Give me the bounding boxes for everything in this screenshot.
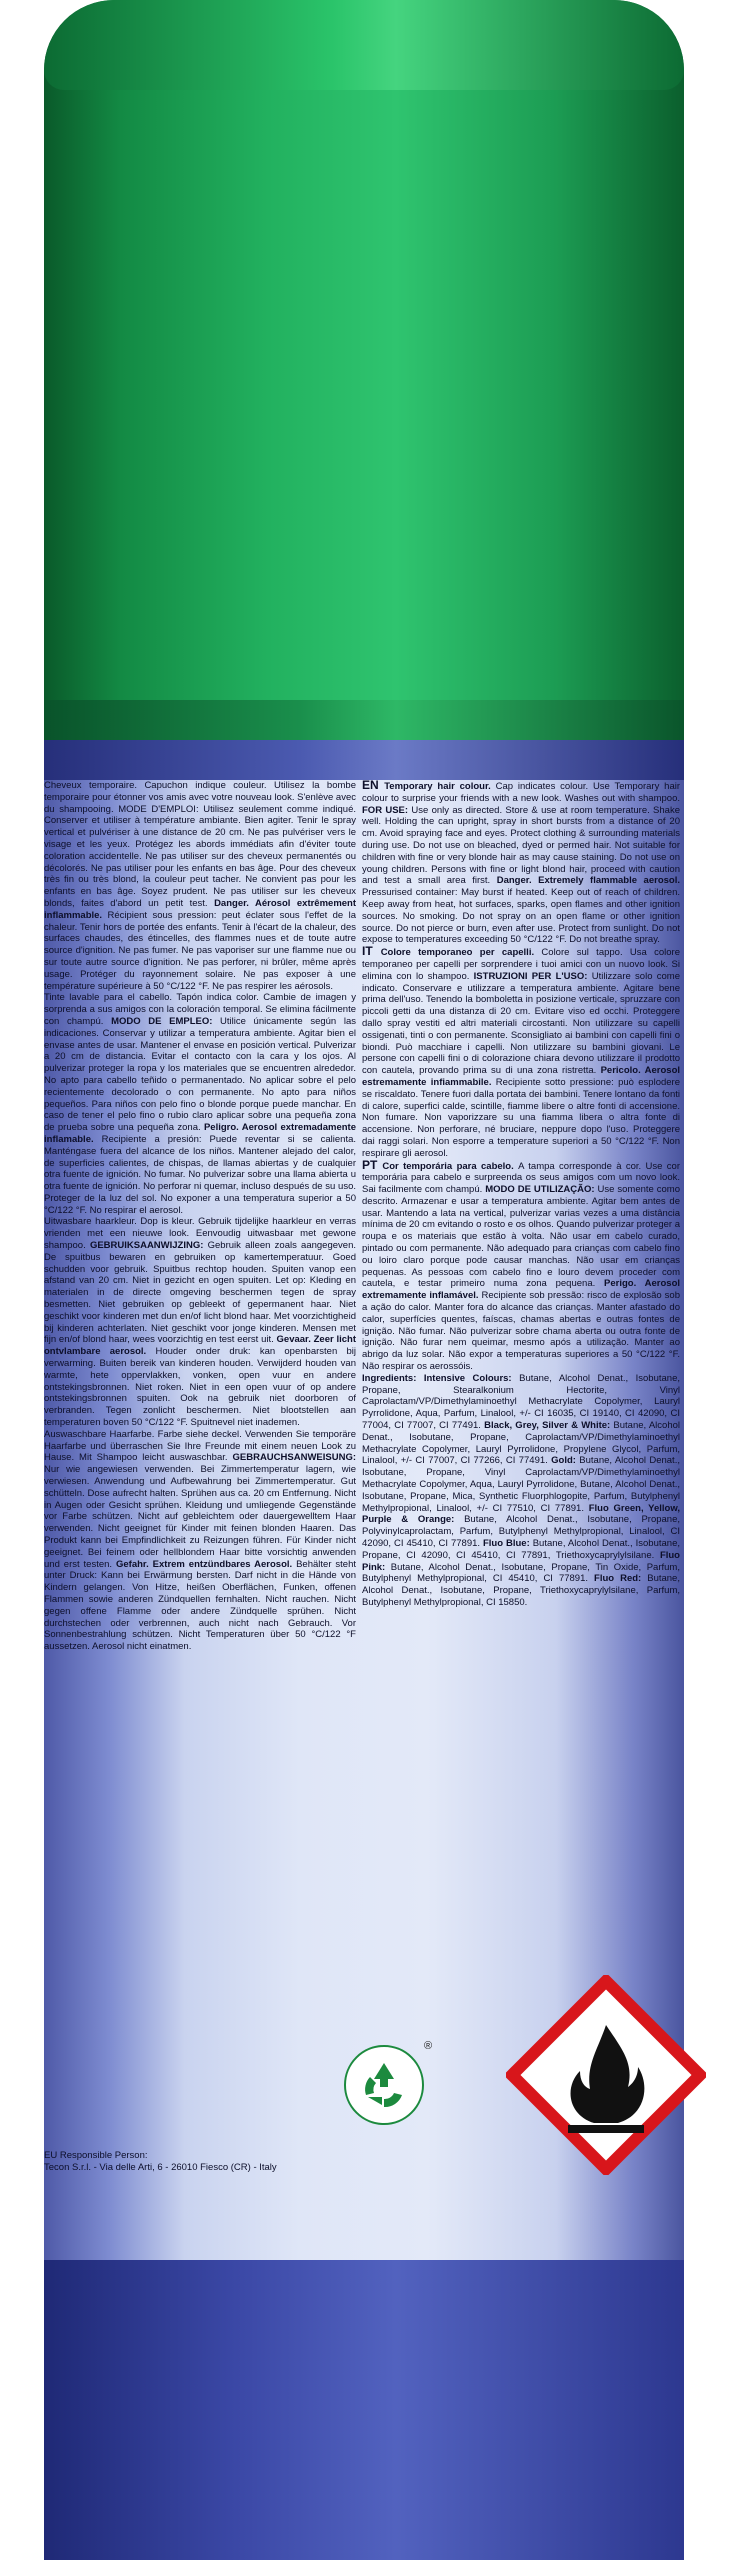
- de-text1: Auswaschbare Haarfarbe. Farbe siehe deckel. Verwenden Sie temporäre Haarfarbe und überraschen Sie Ihre Freunde mit einem neuen Look zu Hause. Mit Shampoo leicht auswaschbar.: [44, 1428, 356, 1464]
- ingredients-pink-label: Fluo Pink:: [362, 1549, 680, 1573]
- ingredients-fluo-label: Fluo Green, Yellow, Purple & Orange:: [362, 1502, 680, 1526]
- en-heading: EN: [362, 780, 385, 792]
- pt-text3: Recipiente sob pressão: risco de explosão sob a ação do calor. Manter fora do alcance das crianças. Manter afastado do calor, superfícies quentes, faíscas, chamas abertas e outras fontes de ignição. Não fumar. Não pulverizar sobre chama aberta ou outra fonte de ignição. Não furar nem queimar, mesmo após a utilização. Manter ao abrigo da luz solar. Não expor a temperaturas superiores a 50 °C/122 °F. Não respirar os aerossóis.: [362, 1290, 680, 1373]
- ingredients-gold-label: Gold:: [551, 1455, 580, 1467]
- de-danger: Gefahr. Extrem entzündbares Aerosol.: [116, 1558, 297, 1570]
- pt-mode: MODO DE UTILIZAÇÃO:: [485, 1184, 598, 1196]
- en-title: Temporary hair colour.: [384, 781, 496, 792]
- section-ingredients: [362, 1373, 680, 1609]
- pt-text1: A tampa corresponde à cor. Use cor temporária para cabelo e surpreenda os seus amigos com um novo look. Sai facilmente com champú.: [362, 1160, 680, 1196]
- pt-text2: Use somente como descrito. Armazenar e usar a temperatura ambiente. Agitar bem antes de usar. Mantendo a lata na vertical, pulverizar varias vezes a uma distância mínima de 20 cm evitando o rosto e os olhos. Quando pulverizar proteger a roupa e os materiais que estão à volta. Não usar em cabelo curado, pintado ou com permanente. Não adequado para crianças com cabelo fino ou loiro claro porque pode causar manchas. Não usar em crianças pequenas. As pessoas com cabelo fino e louro devem proceder com cautela, e testar primeiro numa zona pequena.: [362, 1184, 680, 1290]
- it-danger: Pericolo. Aerosol estremamente infiammabile.: [362, 1065, 680, 1088]
- de-text2: Nur wie angewiesen verwenden. Bei Zimmertemperatur lagern, wie verwiesen. Anwendung und Aufbewahrung bei Zimmertemperatur. Gut schütteln. Dose aufrecht halten. Sprühen aus ca. 20 cm Entfernung. Nicht in Augen oder Gesicht sprühen. Kleidung und umliegende Gegenstände vor Farbe schützen. Nicht auf gebleichtem oder dauergewelltem Haar verwenden. Nicht geeignet für Kinder mit feinen blonden Haaren. Das Produkt kann bei Empfindlichkeit zu Reizungen führen. Für Kinder nicht geeignet. Bei feinem oder hellblondem Haar bitte vorsichtig anwenden und erst testen.: [44, 1464, 356, 1570]
- ingredients-black-label: Black, Grey, Silver & White:: [484, 1420, 614, 1432]
- nl-danger: Gevaar. Zeer licht ontvlambare aerosol.: [44, 1334, 356, 1358]
- es-text1: Tinte lavable para el cabello. Tapón indica color. Cambie de imagen y sorprenda a sus amigos con la coloración temporal. Se elimina fácilmente con champú.: [44, 992, 356, 1027]
- responsible-label: EU Responsible Person:: [44, 2150, 148, 2161]
- it-heading: IT: [362, 944, 381, 959]
- section-pt: [362, 1157, 680, 1373]
- es-text2: Utilice únicamente según las indicaciones. Conservar y utilizar a temperatura ambiente. Agitar bien el envase antes de usar. Mantener el envase en posición vertical. Pulverizar a 20 cm de distancia. Evitar el contacto con la cara y los ojos. Al pulverizar proteger la ropa y los materiales que se encuentren alrededor. No apto para cabello teñido o permanentado. No aplicar sobre el pelo recientemente decolorado o con permanente. No apto para niños pequeños. Para niños con pelo fino o blonde porque puede manchar. En caso de tener el pelo fino o rubio claro aplicar sobre una pequeña zona de prueba sobre una pequeña zona.: [44, 1015, 356, 1134]
- nl-text3: Houder onder druk: kan openbarsten bij verwarming. Buiten bereik van kinderen houden. Verwijderd houden van warmte, hete oppervlakken, vonken, open vuur en andere ontstekingsbronnen. Niet roken. Niet in een open vuur of op andere ontstekingsbronnen spuiten. Ook na gebruik niet doorboren of verbranden. Tegen zonlicht beschermen. Niet blootstellen aan temperaturen boven 50 °C/122 °F. Spuitnevel niet inademen.: [44, 1346, 356, 1429]
- section-fr: [44, 780, 356, 992]
- en-text2: Use only as directed. Store & use at room temperature. Shake well. Holding the can upright, spray in short bursts from a distance of 20 cm. Avoid spraying face and eyes. Protect clothing & surrounding materials during use. Do not use on bleached, dyed or permed hair. Not suitable for children with fine or very blonde hair as may cause staining. Do not use on young children. Persons with fine or light blond hair, proceed with caution and test a small area first.: [362, 804, 680, 887]
- pt-title: Cor temporária para cabelo.: [382, 1160, 519, 1172]
- responsible-address: Tecon S.r.l. - Via delle Arti, 6 - 26010 Fiesco (CR) - Italy: [44, 2162, 277, 2173]
- recycle-icon: [344, 2045, 424, 2125]
- ingredients-pink-text: Butane, Alcohol Denat., Isobutane, Propane, Tin Oxide, Parfum, Butylphenyl Methylpropional, CI 45410, CI 77891.: [362, 1561, 680, 1585]
- label-left-column: [44, 780, 356, 2040]
- ingredients-fluo-text: Butane, Alcohol Denat., Isobutane, Propane, Polyvinylcaprolactam, Parfum, Butylphenyl Methylpropional, Linalool, CI 42090, CI 45410, CI 77891.: [362, 1514, 680, 1549]
- ingredients-blue-text: Butane, Alcohol Denat., Isobutane, Propane, CI 42090, CI 45410, CI 77891, Triethoxycaprylylsilane.: [362, 1538, 680, 1561]
- section-it: [362, 946, 680, 1159]
- can-bottom-band: [44, 2260, 684, 2560]
- registered-mark: ®: [424, 2040, 433, 2052]
- pt-heading: PT: [362, 1157, 383, 1172]
- pt-danger: Perigo. Aerosol extremamente inflamável.: [362, 1278, 680, 1302]
- it-text3: Recipiente sotto pressione: può esplodere se riscaldato. Tenere fuori dalla portata dei bambini. Tenere lontano da fonti di calore, superfici calde, scintille, fiamme libere o altre fonti di accensione. Non fumare. Non vaporizzare su una fiamma libera o altra fonte di accensione. Non perforare, né bruciare, neppure dopo l'uso. Proteggere dai raggi solari. Non esporre a temperature superiori a 50 °C/122 °F. Non respirare gli aerosol.: [362, 1076, 680, 1159]
- cap-top: [44, 0, 684, 90]
- section-de: [44, 1429, 356, 1653]
- nl-text2: Gebruik alleen zoals aangegeven. De spuitbus bewaren en gebruiken op kamertemperatuur. Goed schudden voor gebruik. Spuitbus rechtop houden. Spuiten vanop een afstand van 20 cm. Niet in gezicht en ogen spuiten. Let op: Kleding en materialen in de directe omgeving beschermen tegen de spray besmetten. Niet gebruiken op gebleekt of gepermanent haar. Niet geschikt voor kinderen met dun en/of licht blond haar. Met voorzichtigheid bij kinderen achterlaten. Niet geschikt voor jonge kinderen. Mensen met fijn en/of blond haar, wees voorzichtig en test eerst uit.: [44, 1240, 356, 1346]
- ingredients-blue-label: Fluo Blue:: [482, 1538, 533, 1549]
- es-danger: Peligro. Aerosol extremadamente inflamable.: [44, 1122, 356, 1145]
- ingredients-red-text: Butane, Alcohol Denat., Isobutane, Propane, Triethoxycaprylylsilane, Parfum, Butylphenyl Methylpropional, CI 15850.: [362, 1573, 680, 1608]
- ingredients-intro-text: Butane, Alcohol Denat., Isobutane, Propane, Stearalkonium Hectorite, Vinyl Caprolactam/VP/Dimethylaminoethyl Methacrylate Copolymer, Lauryl Pyrrolidone, Aqua, Parfum, Linalool, +/- CI 16035, CI 19140, CI 42090, CI 77004, CI 77007, CI 77491.: [362, 1372, 680, 1432]
- es-mode: MODO DE EMPLEO:: [111, 1015, 221, 1027]
- it-mode: ISTRUZIONI PER L'USO:: [473, 970, 592, 982]
- fr-danger: Danger. Aérosol extrêmement inflammable.: [44, 897, 356, 921]
- en-mode: FOR USE:: [362, 804, 412, 816]
- ingredients-black-text: Butane, Alcohol Denat., Isobutane, Propane, Caprolactam/VP/Dimethylaminoethyl Methacrylate Copolymer, Lauryl Pyrrolidone, Propylene Glycol, Parfum, Linalool, +/- CI 77007, CI 77266, CI 77491.: [362, 1420, 680, 1467]
- es-text3: Recipiente a presión: Puede reventar si se calienta. Manténgase fuera del alcance de los niños. Mantener alejado del calor, de superficies calientes, de chispas, de llamas abiertas y de cualquier otra fuente de ignición. No fumar. No pulverizar sobre una llama abierta u otra fuente de ignición. No perforar ni quemar, incluso después de su uso. Proteger de la luz del sol. No exponer a una temperatura superior a 50 °C/122 °F. No respirar el aerosol.: [44, 1133, 356, 1216]
- flame-hazard-icon: [506, 1975, 706, 2175]
- cap-rim: [44, 700, 684, 740]
- ingredients-intro: Ingredients: Intensive Colours:: [362, 1372, 520, 1384]
- section-en: [362, 780, 680, 946]
- can-shoulder: [44, 740, 684, 780]
- fr-text2: Récipient sous pression: peut éclater sous l'effet de la chaleur. Tenir hors de portée des enfants. Tenir à l'écart de la chaleur, des surfaces chaudes, des étincelles, des flammes nues et de toute autre source d'ignition. Ne pas fumer. Ne pas vaporiser sur une flamme nue ou sur toute autre source d'ignition. Ne pas perforer, ni brûler, même après usage. Protéger du rayonnement solaire. Ne pas exposer à une température supérieure à 50 °C/122 °F. Ne pas respirer les aérosols.: [44, 909, 356, 992]
- it-title: Colore temporaneo per capelli.: [380, 947, 542, 959]
- can-cap: [44, 0, 684, 720]
- nl-mode: GEBRUIKSAANWIJZING:: [89, 1240, 208, 1252]
- en-danger: Danger. Extremely flammable aerosol.: [496, 875, 680, 887]
- it-text1: Colore sul tappo. Usa colore temporaneo per capelli per sorprendere i tuoi amici con un nuovo look. Si elimina con lo shampoo.: [362, 947, 680, 982]
- de-mode: GEBRAUCHSANWEISUNG:: [232, 1452, 356, 1464]
- ingredients-red-label: Fluo Red:: [594, 1573, 648, 1585]
- responsible-person: [44, 2150, 354, 2174]
- en-text1: Cap indicates colour. Use Temporary hair colour to surprise your friends with a new look. Washes out with shampoo.: [362, 781, 680, 804]
- en-text3: Pressurised container: May burst if heated. Keep out of reach of children. Keep away from heat, hot surfaces, sparks, open flames and other ignition sources. No smoking. Do not spray on an open flame or other ignition source. Do not pierce or burn, even after use. Protect from sunlight. Do not expose to temperatures exceeding 50 °C/122 °F. Do not breathe spray.: [362, 887, 680, 946]
- section-es: [44, 992, 356, 1216]
- ingredients-gold-text: Butane, Alcohol Denat., Isobutane, Propane, Vinyl Caprolactam/VP/Dimethylaminoethyl Methacrylate Copolymer, Aqua, Lauryl Pyrrolidone, Butane, Alcohol Denat., Isobutane, Propane, Mica, Synthetic Fluorphlogopite, Parfum, Butylphenyl Methylpropional, Linalool, +/- CI 77510, CI 77891.: [362, 1455, 680, 1514]
- it-text2: Utilizzare solo come indicato. Conservare e utilizzare a temperatura ambiente. Agitare bene prima dell'uso. Tenendo la bomboletta in posizione verticale, spruzzare con piccoli getti da una distanza di 20 cm. Evitare viso ed occhi. Proteggere dallo spray vestiti ed altri materiali circostanti. Non utilizzare su capelli ossigenati, tinti o con permanente. Sconsigliato ai bambini con capelli fini o biondi. Può macchiare i capelli. Non utilizzare su bambini giovani. Le persone con capelli fini o di colorazione chiara devono utilizzare il prodotto con cautela, provando prima su di una zona ristretta.: [362, 970, 680, 1077]
- label-right-column: [362, 780, 680, 2040]
- nl-text1: Uitwasbare haarkleur. Dop is kleur. Gebruik tijdelijke haarkleur en verras vrienden met een nieuwe look. Eenvoudig uitwasbaar met gewone shampoo.: [44, 1216, 356, 1252]
- aerosol-can: [44, 0, 684, 2560]
- de-text3: Behälter steht unter Druck: Kann bei Erwärmung bersten. Darf nicht in die Hände von Kindern gelangen. Von Hitze, heißen Oberflächen, Funken, offenen Flammen sowie anderen Zündquellen fernhalten. Nicht rauchen. Nicht gegen offene Flamme oder andere Zündquelle sprühen. Nicht durchstechen oder verbrennen, auch nicht nach Gebrauch. Vor Sonnenbestrahlung schützen. Nicht Temperaturen über 50 °C/122 °F aussetzen. Aerosol nicht einatmen.: [44, 1558, 356, 1653]
- section-nl: [44, 1216, 356, 1428]
- fr-text1: Cheveux temporaire. Capuchon indique couleur. Utilisez la bombe temporaire pour étonner vos amis avec votre nouveau look. S'enlève avec du shampooing. MODE D'EMPLOI: Utilisez seulement comme indiqué. Conserver et utiliser à température ambiante. Bien agiter. Tenir le spray vertical et pulvériser à une distance de 20 cm. Ne pas pulvériser vers le visage et les yeux. Protégez les abords immédiats afin d'éviter toute coloration accidentelle. Ne pas utiliser sur des cheveux permanentés ou décolorés. Ne pas utiliser pour les enfants en bas âge. Pour des cheveux très fin ou très blond, la couleur peut tacher. Ne convient pas pour les enfants en bas âge. Soyez prudent. Ne pas utiliser sur les cheveux blonds, faites d'abord un petit test.: [44, 780, 356, 909]
